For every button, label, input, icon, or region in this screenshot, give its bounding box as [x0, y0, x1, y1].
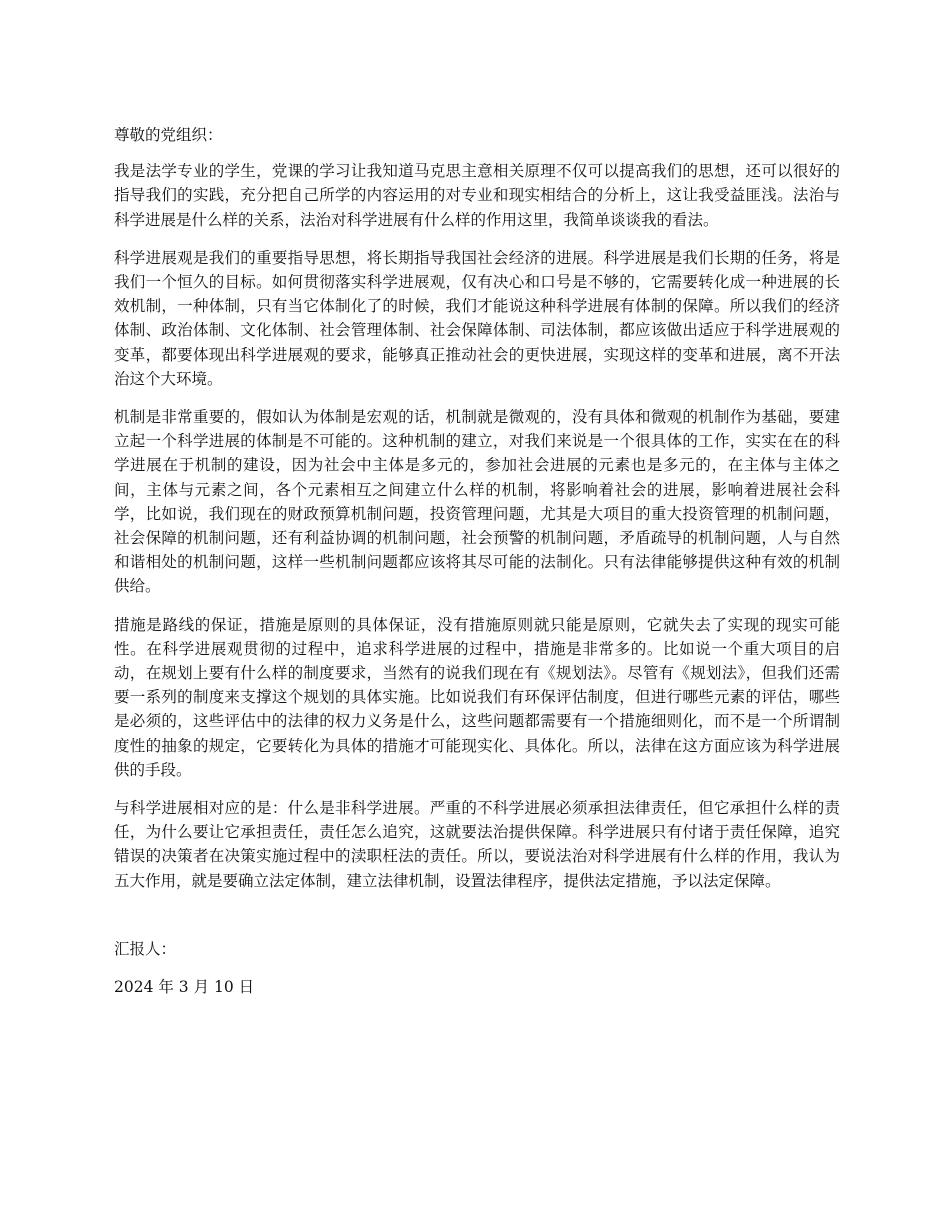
body-paragraph: 与科学进展相对应的是：什么是非科学进展。严重的不科学进展必须承担法律责任，但它承担什么样的责任，为什么要让它承担责任，责任怎么追究，这就要法治提供保障。科学进展只有付诸于责任保障，追究错误的决策者在决策实施过程中的渎职枉法的责任。所以，要说法治对科学进展有什么样的作用，我认为五大作用，就是要确立法定体制，建立法律机制，设置法律程序，提供法定措施，予以法定保障。 — [114, 799, 840, 890]
body-paragraph: 我是法学专业的学生，党课的学习让我知道马克思主意相关原理不仅可以提高我们的思想，还可以很好的指导我们的实践，充分把自己所学的内容运用的对专业和现实相结合的分析上，这让我受益匪浅。法治与科学进展是什么样的关系，法治对科学进展有什么样的作用这里，我简单谈谈我的看法。 — [114, 162, 840, 229]
report-date: 2024 年 3 月 10 日 — [114, 978, 255, 997]
document-page — [114, 115, 840, 999]
signature-block — [114, 937, 840, 999]
body-paragraph: 机制是非常重要的，假如认为体制是宏观的话，机制就是微观的，没有具体和微观的机制作为基础，要建立起一个科学进展的体制是不可能的。这种机制的建立，对我们来说是一个很具体的工作，实实在在的科学进展在于机制的建设，因为社会中主体是多元的，参加社会进展的元素也是多元的，在主体与主体之间，主体与元素之间，各个元素相互之间建立什么样的机制，将影响着社会的进展，影响着进展社会科学，比如说，我们现在的财政预算机制问题，投资管理问题，尤其是大项目的重大投资管理的机制问题，社会保障的机制问题，还有利益协调的机制问题，社会预警的机制问题，矛盾疏导的机制问题，人与自然和谐相处的机制问题，这样一些机制问题都应该将其尽可能的法制化。只有法律能够提供这种有效的机制供给。 — [114, 408, 840, 596]
body-paragraph: 措施是路线的保证，措施是原则的具体保证，没有措施原则就只能是原则，它就失去了实现的现实可能性。在科学进展观贯彻的过程中，追求科学进展的过程中，措施是非常多的。比如说一个重大项目的启动，在规划上要有什么样的制度要求，当然有的说我们现在有《规划法》。尽管有《规划法》，但我们还需要一系列的制度来支撑这个规划的具体实施。比如说我们有环保评估制度，但进行哪些元素的评估，哪些是必须的，这些评估中的法律的权力义务是什么，这些问题都需要有一个措施细则化，而不是一个所谓制度性的抽象的规定，它要转化为具体的措施才可能现实化、具体化。所以，法律在这方面应该为科学进展供的手段。 — [114, 615, 840, 779]
reporter-label: 汇报人： — [114, 939, 177, 958]
salutation: 尊敬的党组织： — [114, 126, 223, 144]
body-paragraph: 科学进展观是我们的重要指导思想，将长期指导我国社会经济的进展。科学进展是我们长期的任务，将是我们一个恒久的目标。如何贯彻落实科学进展观，仅有决心和口号是不够的，它需要转化成一种进展的长效机制，一种体制，只有当它体制化了的时候，我们才能说这种科学进展有体制的保障。所以我们的经济体制、政治体制、文化体制、社会管理体制、社会保障体制、司法体制，都应该做出适应于科学进展观的变革，都要体现出科学进展观的要求，能够真正推动社会的更快进展，实现这样的变革和进展，离不开法治这个大环境。 — [114, 248, 840, 388]
